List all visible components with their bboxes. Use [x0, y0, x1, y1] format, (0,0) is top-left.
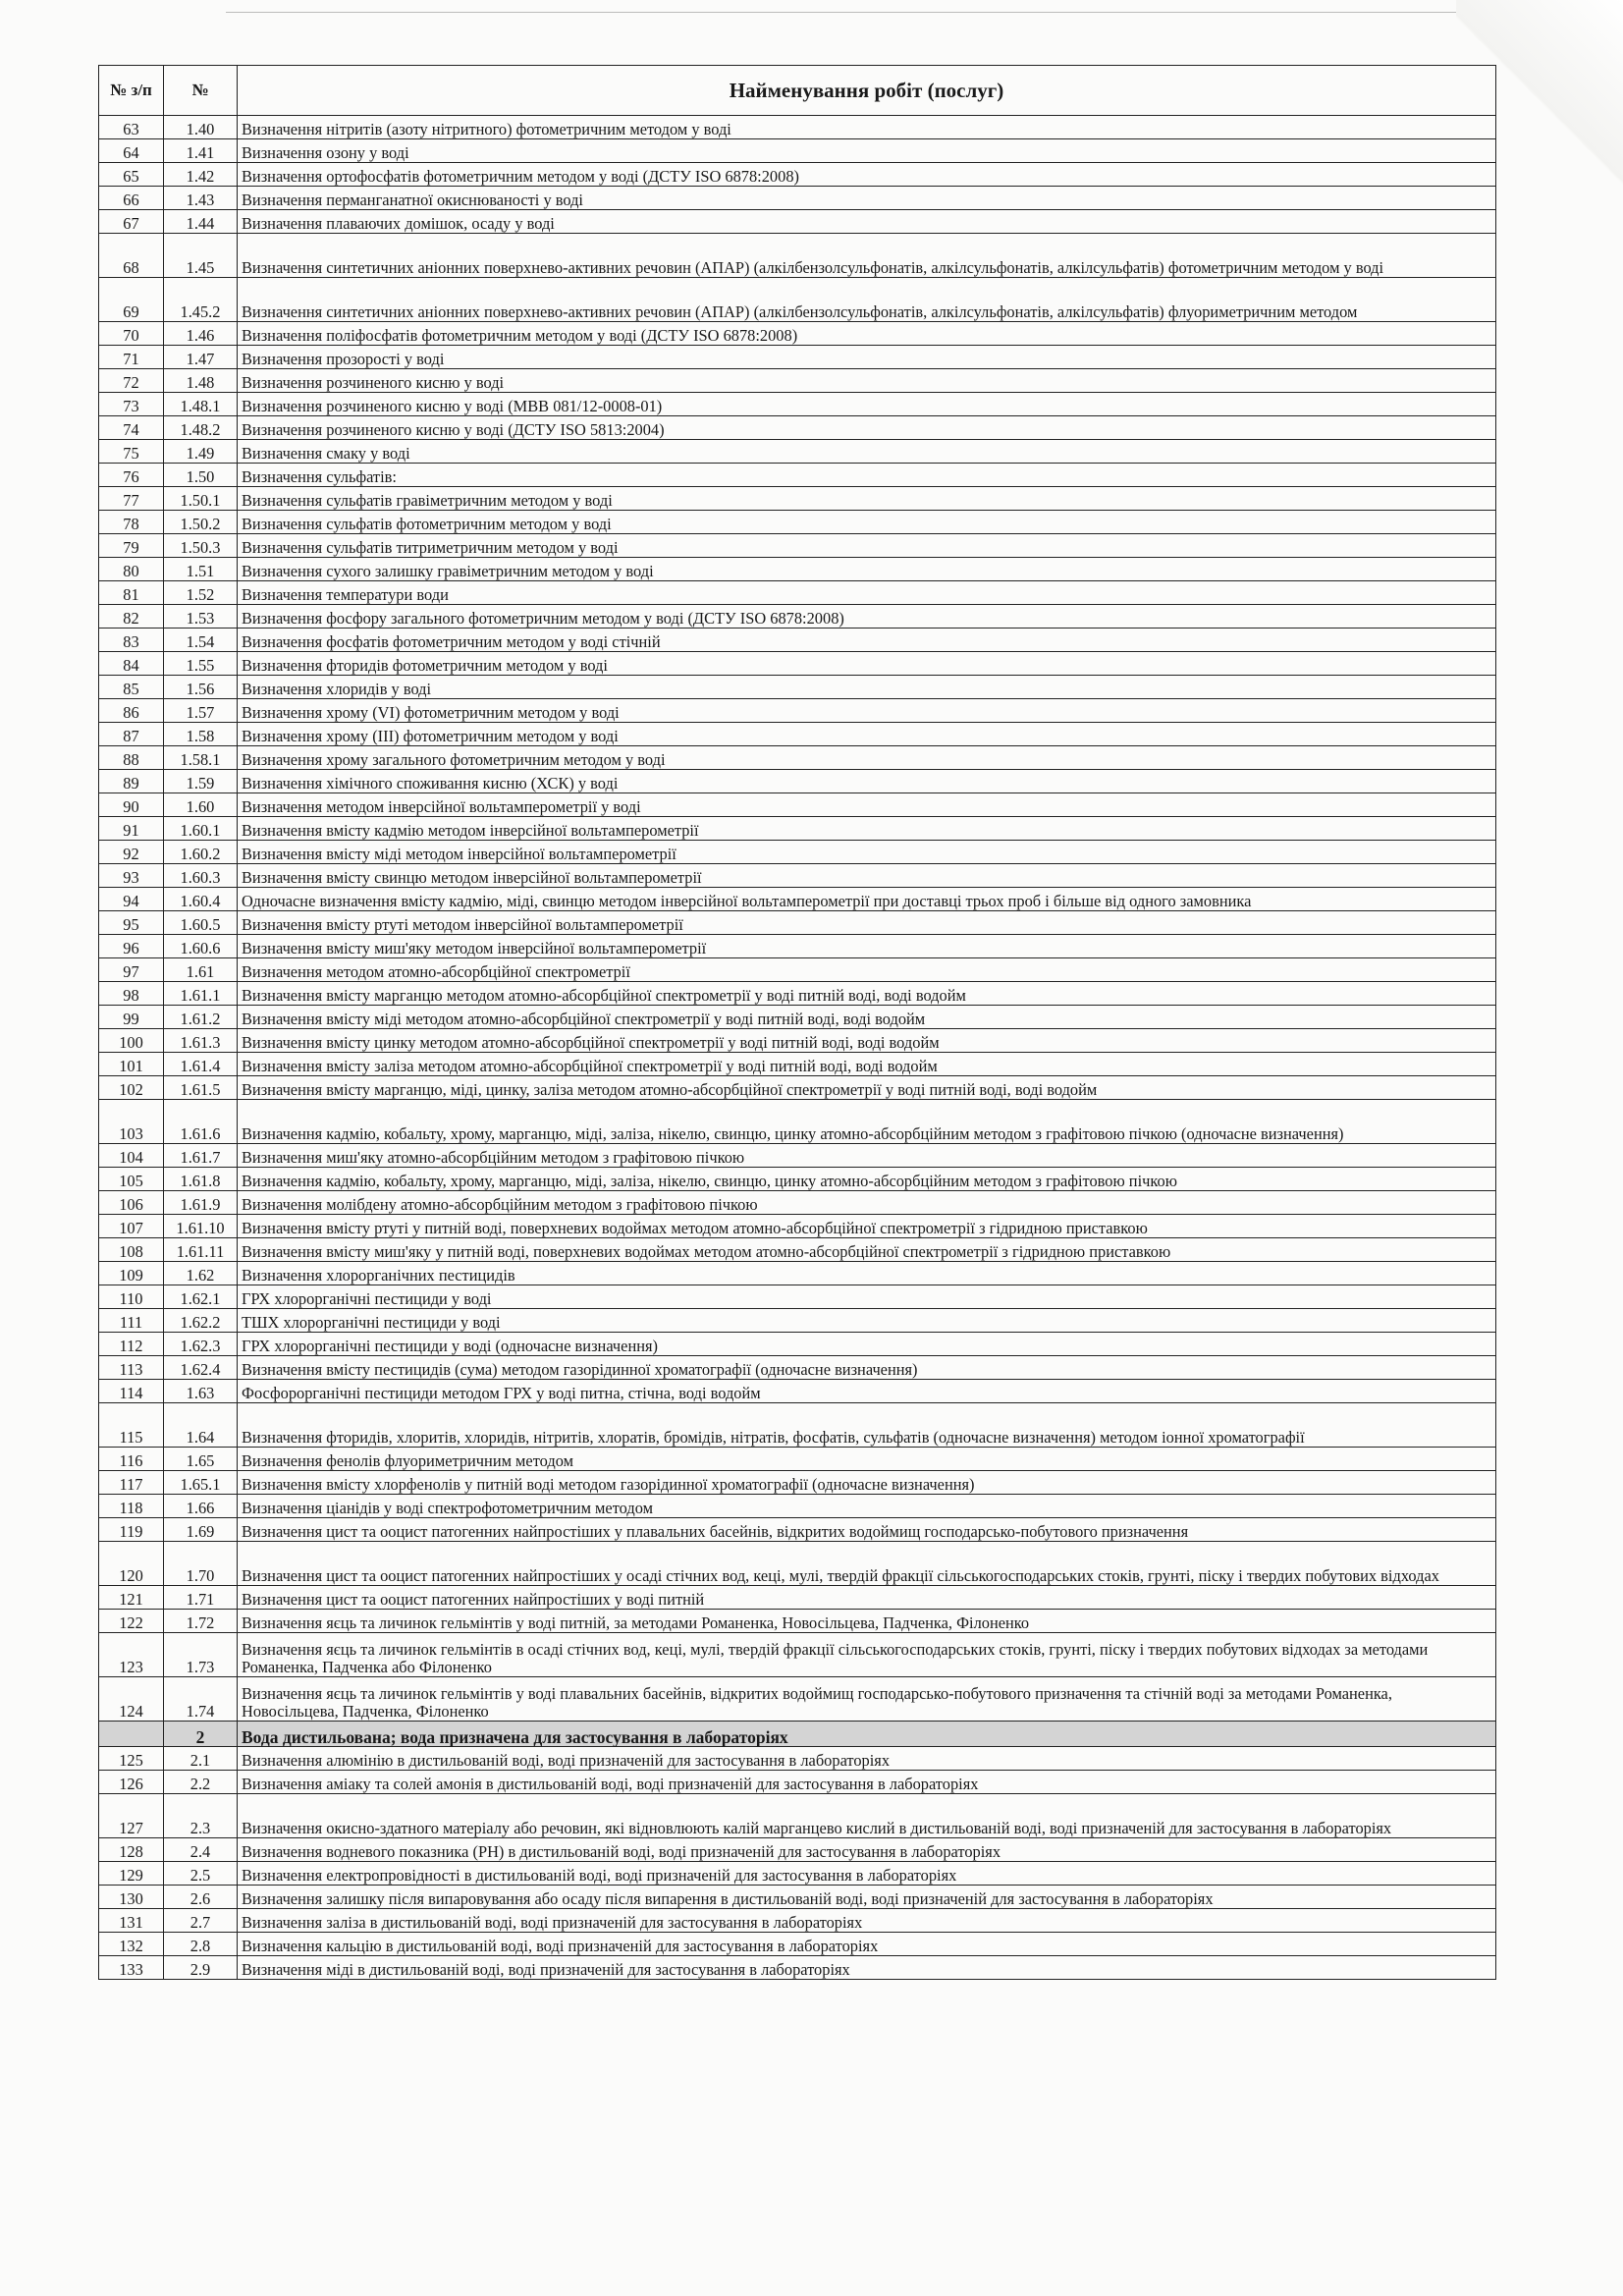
- row-code: 1.43: [164, 187, 238, 210]
- row-code: 1.50.1: [164, 487, 238, 511]
- row-name: Визначення хрому (III) фотометричним методом у воді: [238, 723, 1496, 746]
- row-code: 1.61: [164, 958, 238, 982]
- row-code: 1.57: [164, 699, 238, 723]
- row-code: 2.3: [164, 1794, 238, 1838]
- row-name: Визначення молібдену атомно-абсорбційним методом з графітовою пічкою: [238, 1191, 1496, 1215]
- table-row: [99, 1006, 1496, 1029]
- row-code: 1.60.2: [164, 841, 238, 864]
- row-name: Визначення розчиненого кисню у воді (МВВ 081/12-0008-01): [238, 393, 1496, 416]
- table-row: [99, 440, 1496, 464]
- row-index: 66: [99, 187, 164, 210]
- table-row: [99, 234, 1496, 278]
- row-index: 77: [99, 487, 164, 511]
- row-index: 74: [99, 416, 164, 440]
- row-index: 133: [99, 1956, 164, 1980]
- row-index: 126: [99, 1771, 164, 1794]
- row-name: Визначення цист та ооцист патогенних найпростіших у воді питній: [238, 1586, 1496, 1610]
- row-index: 64: [99, 139, 164, 163]
- row-name: Визначення ортофосфатів фотометричним методом у воді (ДСТУ ISO 6878:2008): [238, 163, 1496, 187]
- row-code: 1.69: [164, 1518, 238, 1542]
- row-index: 97: [99, 958, 164, 982]
- table-row: [99, 652, 1496, 676]
- row-code: 1.61.3: [164, 1029, 238, 1053]
- row-code: 1.63: [164, 1380, 238, 1403]
- row-code: 2.1: [164, 1747, 238, 1771]
- row-name: Визначення вмісту цинку методом атомно-абсорбційної спектрометрії у воді питній воді, воді водойм: [238, 1029, 1496, 1053]
- row-index: 130: [99, 1886, 164, 1909]
- row-name: Визначення фосфатів фотометричним методом у воді стічній: [238, 629, 1496, 652]
- table-row: [99, 1168, 1496, 1191]
- row-index: 88: [99, 746, 164, 770]
- row-code: 1.40: [164, 116, 238, 139]
- row-name: Визначення електропровідності в дистильованій воді, воді призначеній для застосування в лабораторіях: [238, 1862, 1496, 1886]
- row-index: 100: [99, 1029, 164, 1053]
- row-name: Вода дистильована; вода призначена для застосування в лабораторіях: [238, 1722, 1496, 1747]
- row-name: Визначення яєць та личинок гельмінтів в осаді стічних вод, кеці, мулі, твердій фракції сільськогосподарських стоків, грунті, піску і твердих побутових відходах за методами Романенка, Падченка або Філоненко: [238, 1633, 1496, 1677]
- row-index: 110: [99, 1285, 164, 1309]
- table-row: [99, 1029, 1496, 1053]
- row-name: Визначення яєць та личинок гельмінтів у воді питній, за методами Романенка, Новосільцева, Падченка, Філоненко: [238, 1610, 1496, 1633]
- row-name: Визначення сухого залишку гравіметричним методом у воді: [238, 558, 1496, 581]
- row-index: 105: [99, 1168, 164, 1191]
- row-index: 104: [99, 1144, 164, 1168]
- row-name: Визначення кадмію, кобальту, хрому, марганцю, міді, заліза, нікелю, свинцю, цинку атомно-абсорбційним методом з графітовою пічкою: [238, 1168, 1496, 1191]
- table-row: [99, 935, 1496, 958]
- table-row: [99, 911, 1496, 935]
- row-index: 124: [99, 1677, 164, 1722]
- row-index: 73: [99, 393, 164, 416]
- row-index: 116: [99, 1448, 164, 1471]
- table-row: [99, 1794, 1496, 1838]
- table-row: [99, 322, 1496, 346]
- row-name: Визначення аміаку та солей амонія в дистильованій воді, воді призначеній для застосування в лабораторіях: [238, 1771, 1496, 1794]
- row-index: 125: [99, 1747, 164, 1771]
- row-index: 98: [99, 982, 164, 1006]
- row-index: 95: [99, 911, 164, 935]
- row-index: 81: [99, 581, 164, 605]
- row-code: 1.61.6: [164, 1100, 238, 1144]
- header-name: Найменування робіт (послуг): [238, 66, 1496, 116]
- row-code: 1.66: [164, 1495, 238, 1518]
- row-code: 1.61.8: [164, 1168, 238, 1191]
- table-row: [99, 278, 1496, 322]
- row-name: Визначення хлоридів у воді: [238, 676, 1496, 699]
- table-row: [99, 746, 1496, 770]
- row-name: Визначення вмісту хлорфенолів у питній воді методом газорідинної хроматографії (одночасне визначення): [238, 1471, 1496, 1495]
- row-code: 1.48.2: [164, 416, 238, 440]
- table-row: [99, 187, 1496, 210]
- row-name: Визначення алюмінію в дистильованій воді, воді призначеній для застосування в лабораторіях: [238, 1747, 1496, 1771]
- row-index: 119: [99, 1518, 164, 1542]
- row-index: 129: [99, 1862, 164, 1886]
- row-index: 114: [99, 1380, 164, 1403]
- table-row: [99, 1076, 1496, 1100]
- table-row: [99, 1448, 1496, 1471]
- row-code: 1.53: [164, 605, 238, 629]
- row-name: Визначення вмісту миш'яку у питній воді, поверхневих водоймах методом атомно-абсорбційної спектрометрії з гідридною приставкою: [238, 1238, 1496, 1262]
- row-name: Фосфорорганічні пестициди методом ГРХ у воді питна, стічна, воді водойм: [238, 1380, 1496, 1403]
- row-name: Визначення вмісту пестицидів (сума) методом газорідинної хроматографії (одночасне визначення): [238, 1356, 1496, 1380]
- row-code: 1.56: [164, 676, 238, 699]
- row-name: Визначення розчиненого кисню у воді: [238, 369, 1496, 393]
- table-row: [99, 1909, 1496, 1933]
- table-row: [99, 210, 1496, 234]
- row-name: Визначення методом атомно-абсорбційної спектрометрії: [238, 958, 1496, 982]
- row-index: 79: [99, 534, 164, 558]
- table-row: [99, 1862, 1496, 1886]
- table-row: [99, 1380, 1496, 1403]
- row-name: Визначення нітритів (азоту нітритного) фотометричним методом у воді: [238, 116, 1496, 139]
- row-index: 82: [99, 605, 164, 629]
- scan-edge-line: [226, 12, 1623, 13]
- row-code: 1.52: [164, 581, 238, 605]
- row-code: 1.61.2: [164, 1006, 238, 1029]
- table-row: [99, 1053, 1496, 1076]
- services-table: [98, 65, 1496, 1980]
- table-row: [99, 393, 1496, 416]
- row-code: 1.60.1: [164, 817, 238, 841]
- row-code: 1.61.9: [164, 1191, 238, 1215]
- table-body: [99, 116, 1496, 1980]
- table-row: [99, 1542, 1496, 1586]
- row-index: 132: [99, 1933, 164, 1956]
- row-code: 1.58: [164, 723, 238, 746]
- table-row: [99, 369, 1496, 393]
- row-name: Визначення вмісту міді методом інверсійної вольтамперометрії: [238, 841, 1496, 864]
- row-name: ГРХ хлорорганічні пестициди у воді (одночасне визначення): [238, 1333, 1496, 1356]
- row-index: 70: [99, 322, 164, 346]
- table-row: [99, 723, 1496, 746]
- table-row: [99, 1215, 1496, 1238]
- header-code: №: [164, 66, 238, 116]
- row-code: 1.61.7: [164, 1144, 238, 1168]
- row-name: Визначення окисно-здатного матеріалу або речовин, які відновлюють калій марганцево кислий в дистильованій воді, воді призначеній для застосування в лабораторіях: [238, 1794, 1496, 1838]
- table-row: [99, 581, 1496, 605]
- row-index: 71: [99, 346, 164, 369]
- table-row: [99, 1886, 1496, 1909]
- header-index: № з/п: [99, 66, 164, 116]
- table-row: [99, 629, 1496, 652]
- row-name: Визначення фторидів фотометричним методом у воді: [238, 652, 1496, 676]
- row-name: Визначення водневого показника (РН) в дистильованій воді, воді призначеній для застосування в лабораторіях: [238, 1838, 1496, 1862]
- table-row: [99, 1495, 1496, 1518]
- row-index: 84: [99, 652, 164, 676]
- row-index: 123: [99, 1633, 164, 1677]
- row-code: 1.73: [164, 1633, 238, 1677]
- table-row: [99, 1633, 1496, 1677]
- row-name: Визначення прозорості у воді: [238, 346, 1496, 369]
- row-index: 113: [99, 1356, 164, 1380]
- table-row: [99, 163, 1496, 187]
- table-row: [99, 605, 1496, 629]
- table-row: [99, 1610, 1496, 1633]
- row-code: 1.59: [164, 770, 238, 793]
- row-code: 1.44: [164, 210, 238, 234]
- row-index: 86: [99, 699, 164, 723]
- row-index: 85: [99, 676, 164, 699]
- row-index: 111: [99, 1309, 164, 1333]
- row-code: 1.50.2: [164, 511, 238, 534]
- table-row: [99, 534, 1496, 558]
- row-name: Визначення методом інверсійної вольтамперометрії у воді: [238, 793, 1496, 817]
- table-row: [99, 1333, 1496, 1356]
- row-name: Визначення вмісту марганцю, міді, цинку, заліза методом атомно-абсорбційної спектрометрії у воді питній воді, воді водойм: [238, 1076, 1496, 1100]
- table-row: [99, 487, 1496, 511]
- row-name: Визначення фторидів, хлоритів, хлоридів, нітритів, хлоратів, бромідів, нітратів, фосфатів, сульфатів (одночасне визначення) методом іонної хроматографії: [238, 1403, 1496, 1448]
- row-index: 109: [99, 1262, 164, 1285]
- row-index: 99: [99, 1006, 164, 1029]
- row-code: 2.7: [164, 1909, 238, 1933]
- row-name: Визначення вмісту кадмію методом інверсійної вольтамперометрії: [238, 817, 1496, 841]
- row-name: Визначення цист та ооцист патогенних найпростіших у осаді стічних вод, кеці, мулі, твердій фракції сільськогосподарських стоків, грунті, піску і твердих побутових відходах: [238, 1542, 1496, 1586]
- row-code: 1.61.11: [164, 1238, 238, 1262]
- row-index: 131: [99, 1909, 164, 1933]
- row-code: 1.47: [164, 346, 238, 369]
- row-index: 78: [99, 511, 164, 534]
- row-index: 106: [99, 1191, 164, 1215]
- row-code: 2.5: [164, 1862, 238, 1886]
- row-code: 1.61.10: [164, 1215, 238, 1238]
- row-code: 1.48: [164, 369, 238, 393]
- row-name: Визначення перманганатної окиснюваності у воді: [238, 187, 1496, 210]
- row-code: 1.62.3: [164, 1333, 238, 1356]
- table-row: [99, 1285, 1496, 1309]
- services-table-wrapper: [98, 65, 1496, 1980]
- row-code: 1.71: [164, 1586, 238, 1610]
- row-index: 128: [99, 1838, 164, 1862]
- row-code: 1.45.2: [164, 278, 238, 322]
- table-row: [99, 817, 1496, 841]
- row-index: 69: [99, 278, 164, 322]
- row-index: 112: [99, 1333, 164, 1356]
- row-name: Визначення миш'яку атомно-абсорбційним методом з графітовою пічкою: [238, 1144, 1496, 1168]
- table-row: [99, 416, 1496, 440]
- row-name: Визначення смаку у воді: [238, 440, 1496, 464]
- row-name: Визначення температури води: [238, 581, 1496, 605]
- row-code: 1.50.3: [164, 534, 238, 558]
- row-name: Визначення вмісту свинцю методом інверсійної вольтамперометрії: [238, 864, 1496, 888]
- row-code: 1.46: [164, 322, 238, 346]
- row-code: 2.6: [164, 1886, 238, 1909]
- row-name: Визначення кальцію в дистильованій воді, воді призначеній для застосування в лабораторіях: [238, 1933, 1496, 1956]
- row-index: 87: [99, 723, 164, 746]
- row-index: 76: [99, 464, 164, 487]
- table-row: [99, 770, 1496, 793]
- row-name: Визначення фенолів флуориметричним методом: [238, 1448, 1496, 1471]
- row-index: 107: [99, 1215, 164, 1238]
- table-row: [99, 793, 1496, 817]
- row-index: 121: [99, 1586, 164, 1610]
- row-code: 1.51: [164, 558, 238, 581]
- table-row: [99, 1403, 1496, 1448]
- row-code: 1.74: [164, 1677, 238, 1722]
- row-name: Визначення плаваючих домішок, осаду у воді: [238, 210, 1496, 234]
- row-name: Визначення хлорорганічних пестицидів: [238, 1262, 1496, 1285]
- row-code: 1.42: [164, 163, 238, 187]
- table-header-row: [99, 66, 1496, 116]
- row-index: 127: [99, 1794, 164, 1838]
- table-row: [99, 1747, 1496, 1771]
- row-name: Визначення ціанідів у воді спектрофотометричним методом: [238, 1495, 1496, 1518]
- table-row: [99, 1262, 1496, 1285]
- table-row: [99, 1771, 1496, 1794]
- table-row: [99, 1238, 1496, 1262]
- row-code: 1.61.4: [164, 1053, 238, 1076]
- row-index: 65: [99, 163, 164, 187]
- row-index: 101: [99, 1053, 164, 1076]
- row-index: 68: [99, 234, 164, 278]
- table-row: [99, 139, 1496, 163]
- row-code: 1.60: [164, 793, 238, 817]
- row-name: Визначення цист та ооцист патогенних найпростіших у плавальних басейнів, відкритих водоймищ господарсько-побутового призначення: [238, 1518, 1496, 1542]
- table-row: [99, 982, 1496, 1006]
- row-name: Визначення сульфатів титриметричним методом у воді: [238, 534, 1496, 558]
- table-row: [99, 888, 1496, 911]
- row-name: Визначення вмісту марганцю методом атомно-абсорбційної спектрометрії у воді питній воді, воді водойм: [238, 982, 1496, 1006]
- row-name: Визначення фосфору загального фотометричним методом у воді (ДСТУ ISO 6878:2008): [238, 605, 1496, 629]
- row-code: 1.58.1: [164, 746, 238, 770]
- row-name: Визначення синтетичних аніонних поверхнево-активних речовин (АПАР) (алкілбензолсульфонатів, алкілсульфонатів, алкілсульфатів) флуориметричним методом: [238, 278, 1496, 322]
- table-row: [99, 1144, 1496, 1168]
- row-name: Визначення сульфатів гравіметричним методом у воді: [238, 487, 1496, 511]
- section-row: [99, 1722, 1496, 1747]
- row-name: Одночасне визначення вмісту кадмію, міді, свинцю методом інверсійної вольтамперометрії при доставці трьох проб і більше від одного замовника: [238, 888, 1496, 911]
- table-row: [99, 346, 1496, 369]
- row-code: 1.62.2: [164, 1309, 238, 1333]
- row-index: 89: [99, 770, 164, 793]
- row-index: 92: [99, 841, 164, 864]
- row-index: 120: [99, 1542, 164, 1586]
- row-index: 115: [99, 1403, 164, 1448]
- table-row: [99, 1191, 1496, 1215]
- row-code: 1.48.1: [164, 393, 238, 416]
- row-index: 102: [99, 1076, 164, 1100]
- row-name: ТШХ хлорорганічні пестициди у воді: [238, 1309, 1496, 1333]
- row-code: 2.8: [164, 1933, 238, 1956]
- row-code: 1.54: [164, 629, 238, 652]
- row-name: ГРХ хлорорганічні пестициди у воді: [238, 1285, 1496, 1309]
- row-index: 93: [99, 864, 164, 888]
- row-name: Визначення вмісту заліза методом атомно-абсорбційної спектрометрії у воді питній воді, воді водойм: [238, 1053, 1496, 1076]
- row-code: 1.65: [164, 1448, 238, 1471]
- table-row: [99, 1309, 1496, 1333]
- row-name: Визначення сульфатів фотометричним методом у воді: [238, 511, 1496, 534]
- row-code: 1.41: [164, 139, 238, 163]
- table-row: [99, 1586, 1496, 1610]
- row-index: 117: [99, 1471, 164, 1495]
- row-index: 67: [99, 210, 164, 234]
- row-code: 1.65.1: [164, 1471, 238, 1495]
- row-name: Визначення поліфосфатів фотометричним методом у воді (ДСТУ ISO 6878:2008): [238, 322, 1496, 346]
- table-row: [99, 464, 1496, 487]
- row-code: 1.62: [164, 1262, 238, 1285]
- row-code: 2.4: [164, 1838, 238, 1862]
- row-code: 1.60.4: [164, 888, 238, 911]
- table-row: [99, 1838, 1496, 1862]
- row-code: 1.70: [164, 1542, 238, 1586]
- row-code: 1.62.4: [164, 1356, 238, 1380]
- row-name: Визначення озону у воді: [238, 139, 1496, 163]
- row-name: Визначення сульфатів:: [238, 464, 1496, 487]
- row-code: 2.9: [164, 1956, 238, 1980]
- table-row: [99, 1956, 1496, 1980]
- row-index: 103: [99, 1100, 164, 1144]
- row-code: 1.72: [164, 1610, 238, 1633]
- row-index: 108: [99, 1238, 164, 1262]
- row-name: Визначення вмісту миш'яку методом інверсійної вольтамперометрії: [238, 935, 1496, 958]
- row-name: Визначення заліза в дистильованій воді, воді призначеній для застосування в лабораторіях: [238, 1909, 1496, 1933]
- row-code: 1.60.6: [164, 935, 238, 958]
- row-code: 1.45: [164, 234, 238, 278]
- row-index: 118: [99, 1495, 164, 1518]
- row-name: Визначення хрому загального фотометричним методом у воді: [238, 746, 1496, 770]
- row-name: Визначення хрому (VI) фотометричним методом у воді: [238, 699, 1496, 723]
- row-name: Визначення міді в дистильованій воді, воді призначеній для застосування в лабораторіях: [238, 1956, 1496, 1980]
- row-index: 94: [99, 888, 164, 911]
- row-index: 80: [99, 558, 164, 581]
- table-row: [99, 1471, 1496, 1495]
- table-row: [99, 1677, 1496, 1722]
- table-row: [99, 1100, 1496, 1144]
- row-name: Визначення вмісту ртуті методом інверсійної вольтамперометрії: [238, 911, 1496, 935]
- row-name: Визначення синтетичних аніонних поверхнево-активних речовин (АПАР) (алкілбензолсульфонатів, алкілсульфонатів, алкілсульфатів) фотометричним методом у воді: [238, 234, 1496, 278]
- row-index: 72: [99, 369, 164, 393]
- table-row: [99, 1933, 1496, 1956]
- row-code: 2.2: [164, 1771, 238, 1794]
- row-code: 1.55: [164, 652, 238, 676]
- table-row: [99, 1356, 1496, 1380]
- row-index: 83: [99, 629, 164, 652]
- row-name: Визначення хімічного споживання кисню (ХСК) у воді: [238, 770, 1496, 793]
- table-row: [99, 676, 1496, 699]
- row-name: Визначення вмісту ртуті у питній воді, поверхневих водоймах методом атомно-абсорбційної спектрометрії з гідридною приставкою: [238, 1215, 1496, 1238]
- row-code: 1.62.1: [164, 1285, 238, 1309]
- row-code: 1.64: [164, 1403, 238, 1448]
- row-name: Визначення яєць та личинок гельмінтів у воді плавальних басейнів, відкритих водоймищ господарсько-побутового призначення та стічній воді за методами Романенка, Новосільцева, Падченка, Філоненко: [238, 1677, 1496, 1722]
- row-code: 1.61.5: [164, 1076, 238, 1100]
- table-row: [99, 841, 1496, 864]
- row-name: Визначення залишку після випаровування або осаду після випарення в дистильованій воді, воді призначеній для застосування в лабораторіях: [238, 1886, 1496, 1909]
- row-index: 91: [99, 817, 164, 841]
- row-name: Визначення розчиненого кисню у воді (ДСТУ ISO 5813:2004): [238, 416, 1496, 440]
- row-name: Визначення вмісту міді методом атомно-абсорбційної спектрометрії у воді питній воді, воді водойм: [238, 1006, 1496, 1029]
- row-code: 1.61.1: [164, 982, 238, 1006]
- table-row: [99, 864, 1496, 888]
- row-code: 1.49: [164, 440, 238, 464]
- row-index: [99, 1722, 164, 1747]
- row-index: 122: [99, 1610, 164, 1633]
- row-index: 90: [99, 793, 164, 817]
- row-index: 75: [99, 440, 164, 464]
- row-code: 1.50: [164, 464, 238, 487]
- table-row: [99, 116, 1496, 139]
- table-row: [99, 958, 1496, 982]
- row-code: 1.60.3: [164, 864, 238, 888]
- table-row: [99, 511, 1496, 534]
- row-index: 63: [99, 116, 164, 139]
- table-row: [99, 699, 1496, 723]
- row-code: 1.60.5: [164, 911, 238, 935]
- row-index: 96: [99, 935, 164, 958]
- table-row: [99, 558, 1496, 581]
- table-row: [99, 1518, 1496, 1542]
- row-name: Визначення кадмію, кобальту, хрому, марганцю, міді, заліза, нікелю, свинцю, цинку атомно-абсорбційним методом з графітовою пічкою (одночасне визначення): [238, 1100, 1496, 1144]
- row-code: 2: [164, 1722, 238, 1747]
